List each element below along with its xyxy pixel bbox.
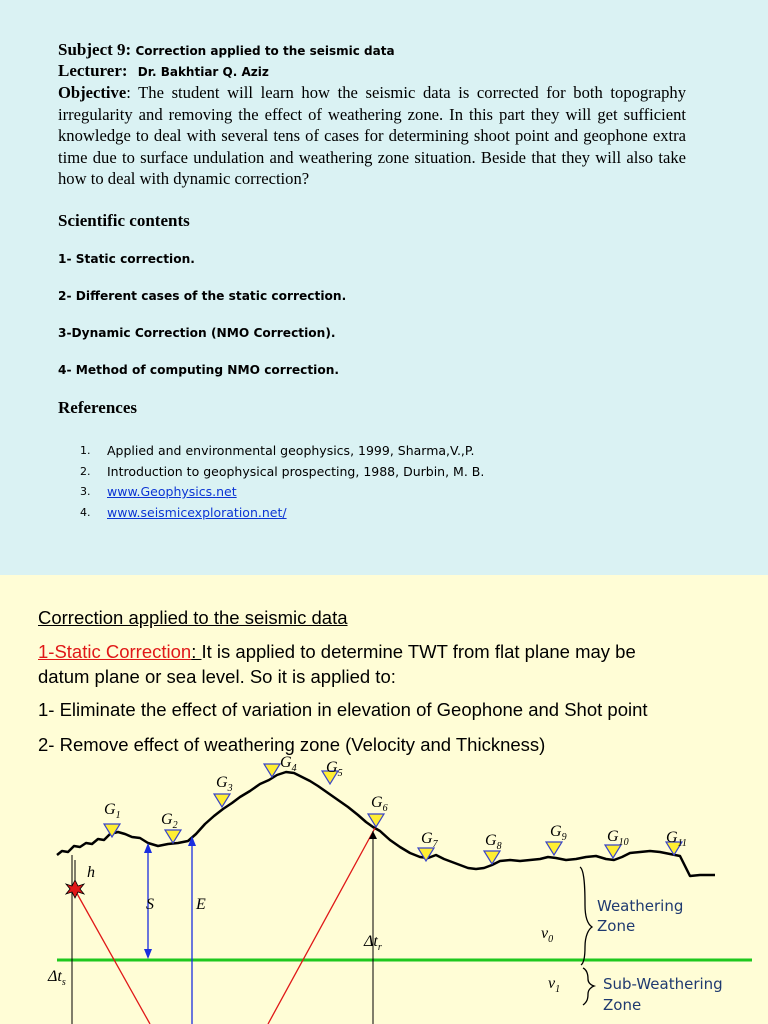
geophone-label: $G_6$ [371,794,388,814]
geophone-g1-icon [104,824,120,837]
reference-item: 2. Introduction to geophysical prospecting, 1988, Durbin, M. B. [80,463,485,479]
v1-label: $v_1$ [548,975,561,995]
weathering-brace [580,867,592,965]
content-item: 3-Dynamic Correction (NMO Correction). [58,326,336,340]
v0-label: $v_0$ [541,925,554,945]
e-label: E [196,896,206,913]
s-label: S [146,896,154,913]
subweathering-zone-label: Sub-Weathering Zone [603,975,723,1014]
dt-r-label: $\Delta t_r$ [364,933,382,953]
subject-label: Subject 9: [58,40,132,59]
point-1: 1- Eliminate the effect of variation in elevation of Geophone and Shot point [38,699,648,720]
geophysics-net-link[interactable]: www.Geophysics.net [107,484,237,499]
lecturer-line [58,61,269,81]
static-correction-line-2: datum plane or sea level. So it is applied to: [38,666,396,687]
static-correction-diagram [0,575,768,1024]
subject-value: Correction applied to the seismic data [135,44,395,58]
geophone-label: $G_{10}$ [607,828,629,848]
geophone-label: $G_2$ [161,811,178,831]
geophone-label: $G_5$ [326,759,343,779]
geophone-label: $G_{11}$ [666,829,687,849]
subject-line [58,40,395,60]
geophone-g2-icon [165,830,181,843]
weathering-zone-label: Weathering Zone [597,897,684,935]
objective-label: Objective [58,83,127,102]
static-correction-label: 1-Static Correction [38,641,192,662]
subweathering-brace [583,968,594,1005]
lecturer-label: Lecturer: [58,61,128,80]
shot-point-icon [66,880,84,898]
reference-item: 4. www.seismicexploration.net/ [80,505,484,526]
ray-down-left [75,890,150,1024]
reference-item: 3. www.Geophysics.net [80,484,484,505]
dt-s-label: $\Delta t_s$ [48,968,66,988]
seismicexploration-link[interactable]: www.seismicexploration.net/ [107,504,287,520]
topography-surface [57,772,715,876]
lecturer-value: Dr. Bakhtiar Q. Aziz [137,65,269,79]
s-arrow-head-bottom [144,949,152,959]
h-label: h [87,864,95,881]
references-heading: References [58,398,137,417]
static-correction-line: 1-Static Correction: It is applied to determine TWT from flat plane may be [38,641,636,662]
reference-item: 1. Applied and environmental geophysics, 1999, Sharma,V.,P. [80,443,475,458]
references-list [80,443,484,525]
content-item: 1- Static correction. [58,252,195,266]
slide-2 [0,575,768,1024]
scientific-contents-heading: Scientific contents [58,211,190,230]
geophone-g9-icon [546,842,562,855]
geophone-label: $G_3$ [216,774,233,794]
point-2: 2- Remove effect of weathering zone (Velocity and Thickness) [38,734,546,755]
ray-up-right [268,828,375,1024]
geophone-label: $G_4$ [280,754,297,774]
content-item: 2- Different cases of the static correction. [58,289,347,303]
slide2-title: Correction applied to the seismic data [38,607,348,628]
geophone-label: $G_1$ [104,801,121,821]
objective-text: : The student will learn how the seismic data is corrected for both topography irregularity and removing the effect of weathering zone. In this part they will get sufficient knowledge to deal with several tens of cases for determining shoot point and geophone extra time due to surface undulation and weathering zone situation. Beside that they will also take how to deal with dynamic correction? [58,83,686,188]
geophone-label: $G_7$ [421,830,438,850]
geophone-label: $G_8$ [485,832,502,852]
geophone-label: $G_9$ [550,823,567,843]
geophone-icons [104,764,682,864]
objective-paragraph [58,82,686,190]
dtr-arrow-head [369,831,377,839]
content-item: 4- Method of computing NMO correction. [58,363,340,377]
